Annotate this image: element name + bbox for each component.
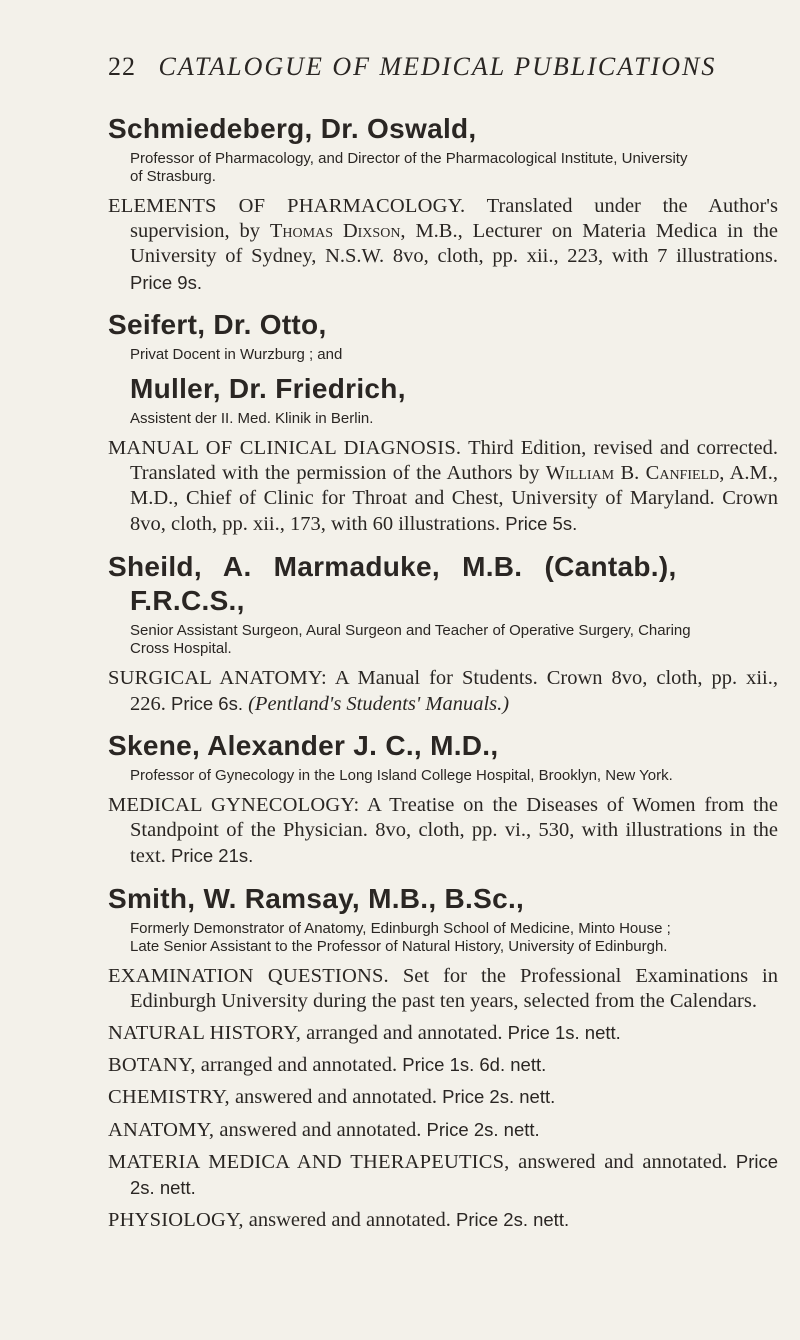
book-price: Price 1s. nett. [507, 1022, 621, 1044]
book-price: Price 2s. nett. [442, 1086, 556, 1108]
book-title: MANUAL OF CLINICAL DIAGNOSIS. [108, 436, 462, 459]
author-affiliation: Formerly Demonstrator of Anatomy, Edinburgh School of Medicine, Minto House ; Late Senior Assistant to the Professor of Natural History, University of Edinburgh. [130, 919, 671, 955]
author-name: Skene, Alexander J. C., M.D., [108, 730, 499, 762]
page-number: 22 [108, 52, 136, 81]
book-price: Price 2s. nett. [426, 1118, 540, 1140]
book-title: PHYSIOLOGY, [108, 1209, 244, 1232]
author-name: Sheild, A. Marmaduke, M.B. (Cantab.), F.R.C.S., [108, 550, 677, 616]
book-title: MEDICAL GYNECOLOGY: [108, 794, 360, 817]
book-series: (Pentland's Students' Manuals.) [248, 692, 510, 715]
author-affiliation: Privat Docent in Wurzburg ; and [130, 345, 343, 363]
author-affiliation: Professor of Pharmacology, and Director of the Pharmacological Institute, University of Strasburg. [130, 150, 688, 185]
book-listing: ELEMENTS OF PHARMACOLOGY. Translated under the Author's supervision, by Thomas Dixson, M.B., Lecturer on Materia Medica in the University of Sydney, N.S.W. 8vo, cloth, pp. xii., 223, with 7 illustrations. Price 9s. [108, 195, 779, 293]
entry-skene [108, 729, 778, 870]
entry-sheild [108, 550, 778, 717]
author-name: Muller, Dr. Friedrich, [130, 372, 406, 404]
author-name: Seifert, Dr. Otto, [108, 308, 327, 340]
book-title: SURGICAL ANATOMY: [108, 666, 327, 689]
book-title: CHEMISTRY, [108, 1086, 230, 1109]
book-price: Price 2s. nett. [456, 1209, 570, 1231]
book-listing: MEDICAL GYNECOLOGY: A Treatise on the Diseases of Women from the Standpoint of the Physician. 8vo, cloth, pp. vi., 530, with illustrations in the text. Price 21s. [108, 794, 778, 868]
author-affiliation: Professor of Gynecology in the Long Island College Hospital, Brooklyn, New York. [130, 767, 673, 785]
book-title: MATERIA MEDICA AND THERAPEUTICS, [108, 1150, 510, 1173]
book-price: Price 2s. nett. [130, 1150, 779, 1199]
catalogue-entries [108, 112, 778, 1239]
book-price: Price 9s. [130, 271, 202, 293]
book-listing: CHEMISTRY, answered and annotated. Price 2s. nett. [108, 1086, 556, 1109]
book-title: ANATOMY, [108, 1118, 215, 1141]
book-price: Price 1s. 6d. nett. [402, 1054, 547, 1076]
book-listing: ANATOMY, answered and annotated. Price 2s. nett. [108, 1118, 540, 1141]
entry-seifert [108, 308, 778, 364]
book-listing: NATURAL HISTORY, arranged and annotated. Price 1s. nett. [108, 1022, 621, 1045]
entry-muller [108, 372, 778, 538]
entry-smith [108, 882, 778, 1234]
book-price: Price 6s. [171, 692, 243, 714]
book-price: Price 21s. [171, 845, 254, 867]
book-title: ELEMENTS OF PHARMACOLOGY. [108, 195, 466, 217]
book-listing: MANUAL OF CLINICAL DIAGNOSIS. Third Edition, revised and corrected. Translated with the permission of the Authors by William B. Canfield, A.M., M.D., Chief of Clinic for Throat and Chest, University of Maryland. Crown 8vo, cloth, pp. xii., 173, with 60 illustrations. Price 5s. [108, 436, 779, 536]
author-affiliation: Senior Assistant Surgeon, Aural Surgeon and Teacher of Operative Surgery, Charing Cross Hospital. [130, 621, 691, 657]
translator-name: Thomas Dixson, [269, 220, 406, 243]
book-listing: PHYSIOLOGY, answered and annotated. Price 2s. nett. [108, 1209, 570, 1232]
book-listing: MATERIA MEDICA AND THERAPEUTICS, answered and annotated. Price 2s. nett. [108, 1150, 779, 1199]
book-title: BOTANY, [108, 1054, 196, 1077]
running-title: CATALOGUE OF MEDICAL PUBLICATIONS [158, 52, 717, 81]
translator-name: William B. Canfield, [545, 462, 725, 485]
book-title: NATURAL HISTORY, [108, 1022, 302, 1045]
author-name: Smith, W. Ramsay, M.B., B.Sc., [108, 882, 525, 914]
book-price: Price 5s. [505, 513, 578, 535]
book-listing: BOTANY, arranged and annotated. Price 1s. 6d. nett. [108, 1054, 547, 1077]
book-title: EXAMINATION QUESTIONS. [108, 964, 389, 987]
book-listing: SURGICAL ANATOMY: A Manual for Students. Crown 8vo, cloth, pp. xii., 226. Price 6s. (Pentland's Students' Manuals.) [108, 666, 778, 715]
book-listing: EXAMINATION QUESTIONS. Set for the Professional Examinations in Edinburgh University during the past ten years, selected from the Calendars. [108, 964, 779, 1012]
author-name: Schmiedeberg, Dr. Oswald, [108, 113, 477, 144]
running-header [108, 52, 768, 82]
entry-schmiedeberg [108, 112, 778, 296]
author-affiliation: Assistent der II. Med. Klinik in Berlin. [130, 409, 374, 427]
